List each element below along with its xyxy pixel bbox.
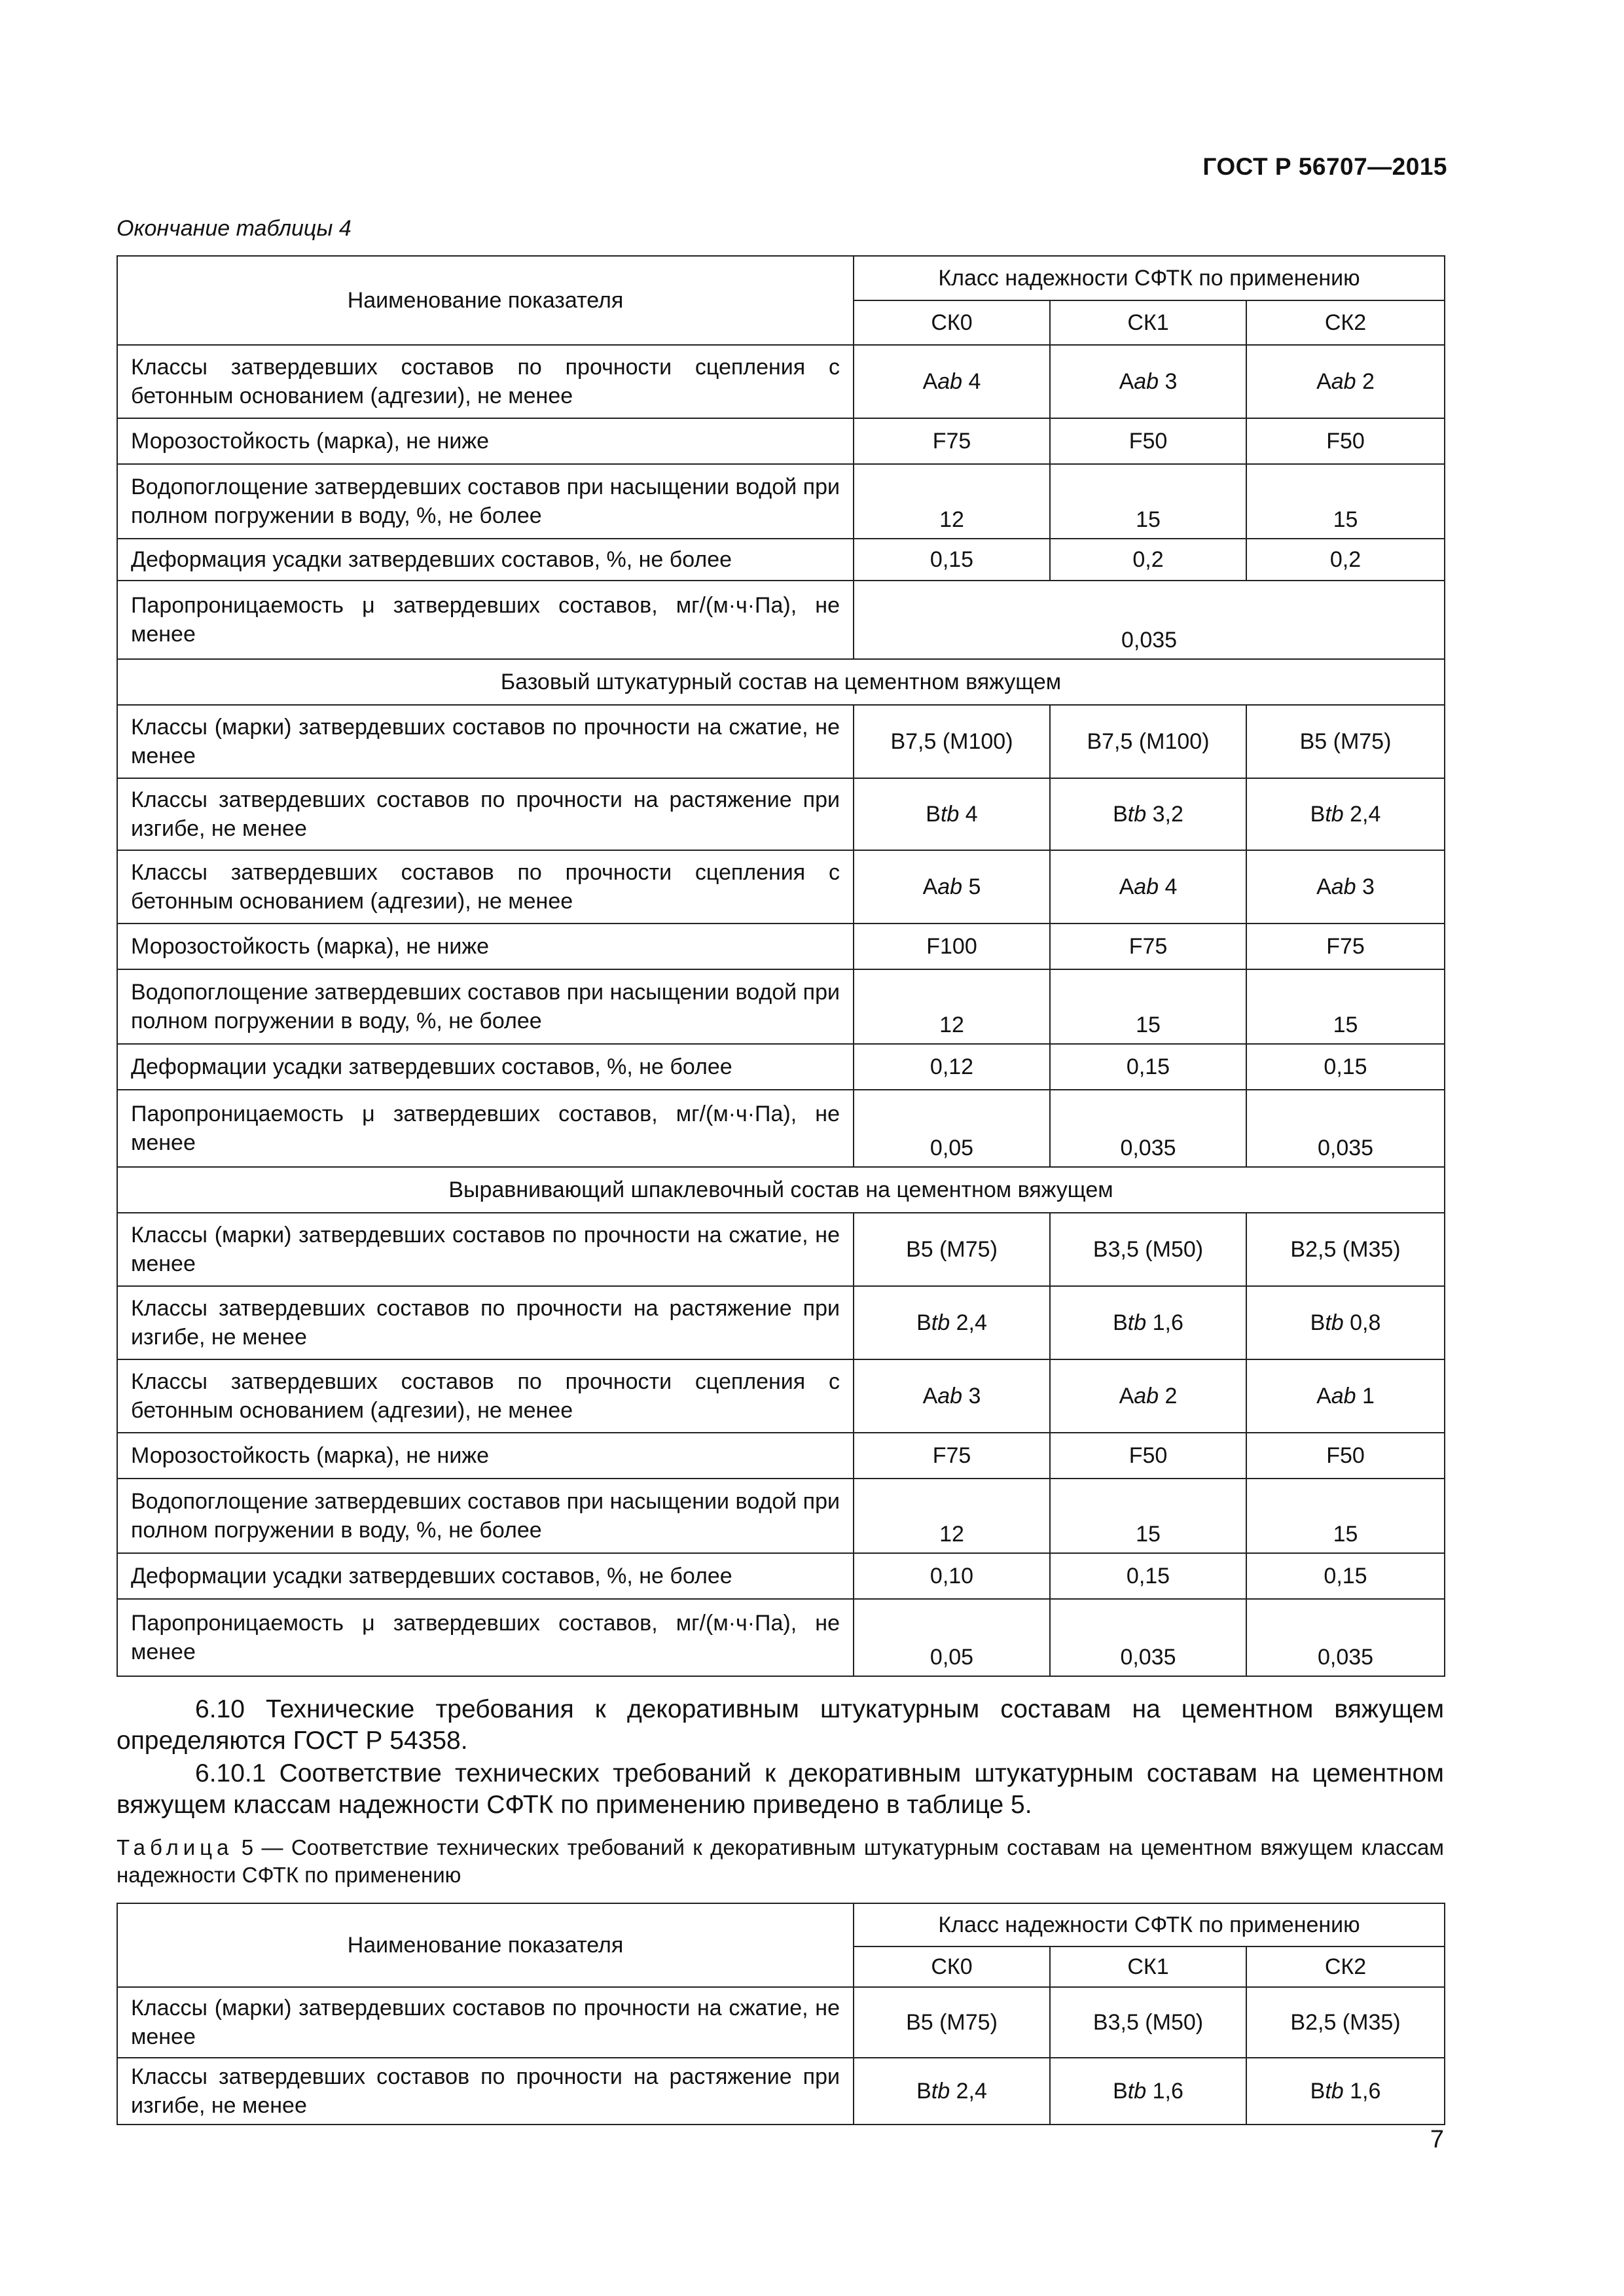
cell-value: 0,2 <box>1050 539 1246 581</box>
cell-value: Btb 0,8 <box>1246 1286 1445 1359</box>
cell-value: B7,5 (M100) <box>1050 705 1246 778</box>
column-header-name: Наименование показателя <box>117 256 854 345</box>
cell-value: Btb 4 <box>854 778 1050 850</box>
row-label: Деформация усадки затвердевших составов, %, не более <box>117 539 854 581</box>
cell-value: 0,10 <box>854 1553 1050 1599</box>
table-row <box>117 1987 1445 2058</box>
cell-value: F100 <box>854 924 1050 969</box>
cell-value: Aab 3 <box>1246 850 1445 924</box>
table-5-caption-label: Таблица <box>117 1835 234 1859</box>
row-label: Классы затвердевших составов по прочности сцепления с бетонным основанием (адгезии), не менее <box>117 345 854 418</box>
cell-value: 0,035 <box>1246 1599 1445 1676</box>
cell-value: B7,5 (M100) <box>854 705 1050 778</box>
cell-value: 15 <box>1050 464 1246 539</box>
cell-value: Aab 3 <box>854 1359 1050 1433</box>
table-header-row <box>117 1903 1445 1946</box>
table-row <box>117 969 1445 1044</box>
section-heading: Выравнивающий шпаклевочный состав на цементном вяжущем <box>117 1167 1445 1213</box>
table-section-row <box>117 659 1445 705</box>
cell-value: 0,2 <box>1246 539 1445 581</box>
cell-value: Aab 1 <box>1246 1359 1445 1433</box>
cell-value: B2,5 (M35) <box>1246 1987 1445 2058</box>
page-number: 7 <box>1430 2126 1444 2153</box>
cell-value: 0,12 <box>854 1044 1050 1090</box>
cell-value: F50 <box>1050 1433 1246 1479</box>
table-row <box>117 778 1445 850</box>
cell-value: F50 <box>1246 418 1445 464</box>
paragraph-6-10-1 <box>117 1758 1444 1821</box>
row-label: Водопоглощение затвердевших составов при насыщении водой при полном погружении в воду, %, не более <box>117 1479 854 1553</box>
cell-value: 15 <box>1246 969 1445 1044</box>
cell-value: 12 <box>854 1479 1050 1553</box>
column-header-group: Класс надежности СФТК по применению <box>854 256 1445 300</box>
table-4 <box>117 255 1445 1677</box>
cell-value: B2,5 (M35) <box>1246 1213 1445 1286</box>
cell-value: Btb 2,4 <box>1246 778 1445 850</box>
cell-value: 12 <box>854 464 1050 539</box>
cell-value: Aab 4 <box>854 345 1050 418</box>
cell-value: Btb 1,6 <box>1050 1286 1246 1359</box>
cell-value: 0,05 <box>854 1090 1050 1167</box>
table-5-caption <box>117 1834 1444 1889</box>
table-row <box>117 924 1445 969</box>
table-row <box>117 418 1445 464</box>
column-header-ck1: СК1 <box>1050 300 1246 345</box>
cell-value: 0,035 <box>1050 1599 1246 1676</box>
cell-value: 12 <box>854 969 1050 1044</box>
cell-value: F75 <box>854 418 1050 464</box>
row-label: Классы (марки) затвердевших составов по прочности на сжатие, не менее <box>117 705 854 778</box>
table-row <box>117 1553 1445 1599</box>
table-5-caption-number: 5 <box>233 1835 254 1859</box>
table-row <box>117 1359 1445 1433</box>
table-row <box>117 1599 1445 1676</box>
row-label: Классы затвердевших составов по прочности на растяжение при изгибе, не менее <box>117 778 854 850</box>
cell-value: Btb 2,4 <box>854 2058 1050 2125</box>
table-row <box>117 464 1445 539</box>
cell-value: 15 <box>1050 1479 1246 1553</box>
cell-value: 0,15 <box>1246 1044 1445 1090</box>
row-label: Деформации усадки затвердевших составов, %, не более <box>117 1044 854 1090</box>
row-label: Морозостойкость (марка), не ниже <box>117 924 854 969</box>
table-5-caption-text: — Соответствие технических требований к декоративным штукатурным составам на цементном вяжущем классам надежности СФТК по применению <box>117 1835 1444 1887</box>
table-row <box>117 1479 1445 1553</box>
row-label: Морозостойкость (марка), не ниже <box>117 1433 854 1479</box>
cell-value: B5 (M75) <box>854 1987 1050 2058</box>
column-header-ck1: СК1 <box>1050 1946 1246 1987</box>
paragraph-6-10-1-text: 6.10.1 Соответствие технических требований к декоративным штукатурным составам на цементном вяжущем классам надежности СФТК по применению приведено в таблице 5. <box>117 1759 1444 1819</box>
cell-value: Aab 2 <box>1050 1359 1246 1433</box>
table-row <box>117 1286 1445 1359</box>
table-5 <box>117 1903 1445 2125</box>
row-label: Классы (марки) затвердевших составов по прочности на сжатие, не менее <box>117 1213 854 1286</box>
cell-value: B3,5 (M50) <box>1050 1987 1246 2058</box>
row-label: Классы затвердевших составов по прочности на растяжение при изгибе, не менее <box>117 2058 854 2125</box>
row-label: Водопоглощение затвердевших составов при насыщении водой при полном погружении в воду, %, не более <box>117 464 854 539</box>
cell-value: 0,035 <box>1246 1090 1445 1167</box>
cell-value: Btb 1,6 <box>1246 2058 1445 2125</box>
row-label: Морозостойкость (марка), не ниже <box>117 418 854 464</box>
cell-value: B3,5 (M50) <box>1050 1213 1246 1286</box>
cell-value: B5 (M75) <box>1246 705 1445 778</box>
row-label: Паропроницаемость μ затвердевших составов, мг/(м·ч·Па), не менее <box>117 581 854 659</box>
column-header-ck2: СК2 <box>1246 1946 1445 1987</box>
table-row <box>117 2058 1445 2125</box>
paragraph-6-10 <box>117 1694 1444 1757</box>
column-header-ck2: СК2 <box>1246 300 1445 345</box>
row-label: Классы затвердевших составов по прочности на растяжение при изгибе, не менее <box>117 1286 854 1359</box>
cell-value: 15 <box>1246 1479 1445 1553</box>
table-row <box>117 1213 1445 1286</box>
cell-value: 0,15 <box>854 539 1050 581</box>
row-label: Деформации усадки затвердевших составов, %, не более <box>117 1553 854 1599</box>
table-row <box>117 1433 1445 1479</box>
column-header-ck0: СК0 <box>854 1946 1050 1987</box>
table-row <box>117 581 1445 659</box>
cell-value: F75 <box>854 1433 1050 1479</box>
cell-value: F75 <box>1050 924 1246 969</box>
column-header-group: Класс надежности СФТК по применению <box>854 1903 1445 1946</box>
row-label: Классы (марки) затвердевших составов по прочности на сжатие, не менее <box>117 1987 854 2058</box>
cell-value: F50 <box>1050 418 1246 464</box>
table-row <box>117 539 1445 581</box>
cell-value: Aab 3 <box>1050 345 1246 418</box>
column-header-name: Наименование показателя <box>117 1903 854 1987</box>
column-header-ck0: СК0 <box>854 300 1050 345</box>
cell-value: Btb 3,2 <box>1050 778 1246 850</box>
cell-value: 15 <box>1246 464 1445 539</box>
cell-value: 15 <box>1050 969 1246 1044</box>
cell-value: 0,15 <box>1050 1553 1246 1599</box>
table-continuation-caption: Окончание таблицы 4 <box>117 216 352 241</box>
table-row <box>117 345 1445 418</box>
cell-value: Btb 2,4 <box>854 1286 1050 1359</box>
row-label: Паропроницаемость μ затвердевших составов, мг/(м·ч·Па), не менее <box>117 1090 854 1167</box>
cell-value: Btb 1,6 <box>1050 2058 1246 2125</box>
cell-value: B5 (M75) <box>854 1213 1050 1286</box>
table-section-row <box>117 1167 1445 1213</box>
table-header-row <box>117 256 1445 300</box>
cell-value: Aab 5 <box>854 850 1050 924</box>
row-label: Классы затвердевших составов по прочности сцепления с бетонным основанием (адгезии), не менее <box>117 1359 854 1433</box>
cell-value: Aab 4 <box>1050 850 1246 924</box>
row-label: Паропроницаемость μ затвердевших составов, мг/(м·ч·Па), не менее <box>117 1599 854 1676</box>
paragraph-6-10-text: 6.10 Технические требования к декоративным штукатурным составам на цементном вяжущем определяются ГОСТ Р 54358. <box>117 1695 1444 1755</box>
table-row <box>117 850 1445 924</box>
table-row <box>117 1044 1445 1090</box>
document-header: ГОСТ Р 56707—2015 <box>1202 153 1447 180</box>
row-label: Водопоглощение затвердевших составов при насыщении водой при полном погружении в воду, %, не более <box>117 969 854 1044</box>
cell-value: F75 <box>1246 924 1445 969</box>
table-row <box>117 1090 1445 1167</box>
row-label: Классы затвердевших составов по прочности сцепления с бетонным основанием (адгезии), не менее <box>117 850 854 924</box>
cell-value: F50 <box>1246 1433 1445 1479</box>
cell-value: 0,035 <box>854 581 1445 659</box>
cell-value: Aab 2 <box>1246 345 1445 418</box>
table-row <box>117 705 1445 778</box>
cell-value: 0,15 <box>1246 1553 1445 1599</box>
cell-value: 0,035 <box>1050 1090 1246 1167</box>
section-heading: Базовый штукатурный состав на цементном вяжущем <box>117 659 1445 705</box>
cell-value: 0,05 <box>854 1599 1050 1676</box>
cell-value: 0,15 <box>1050 1044 1246 1090</box>
